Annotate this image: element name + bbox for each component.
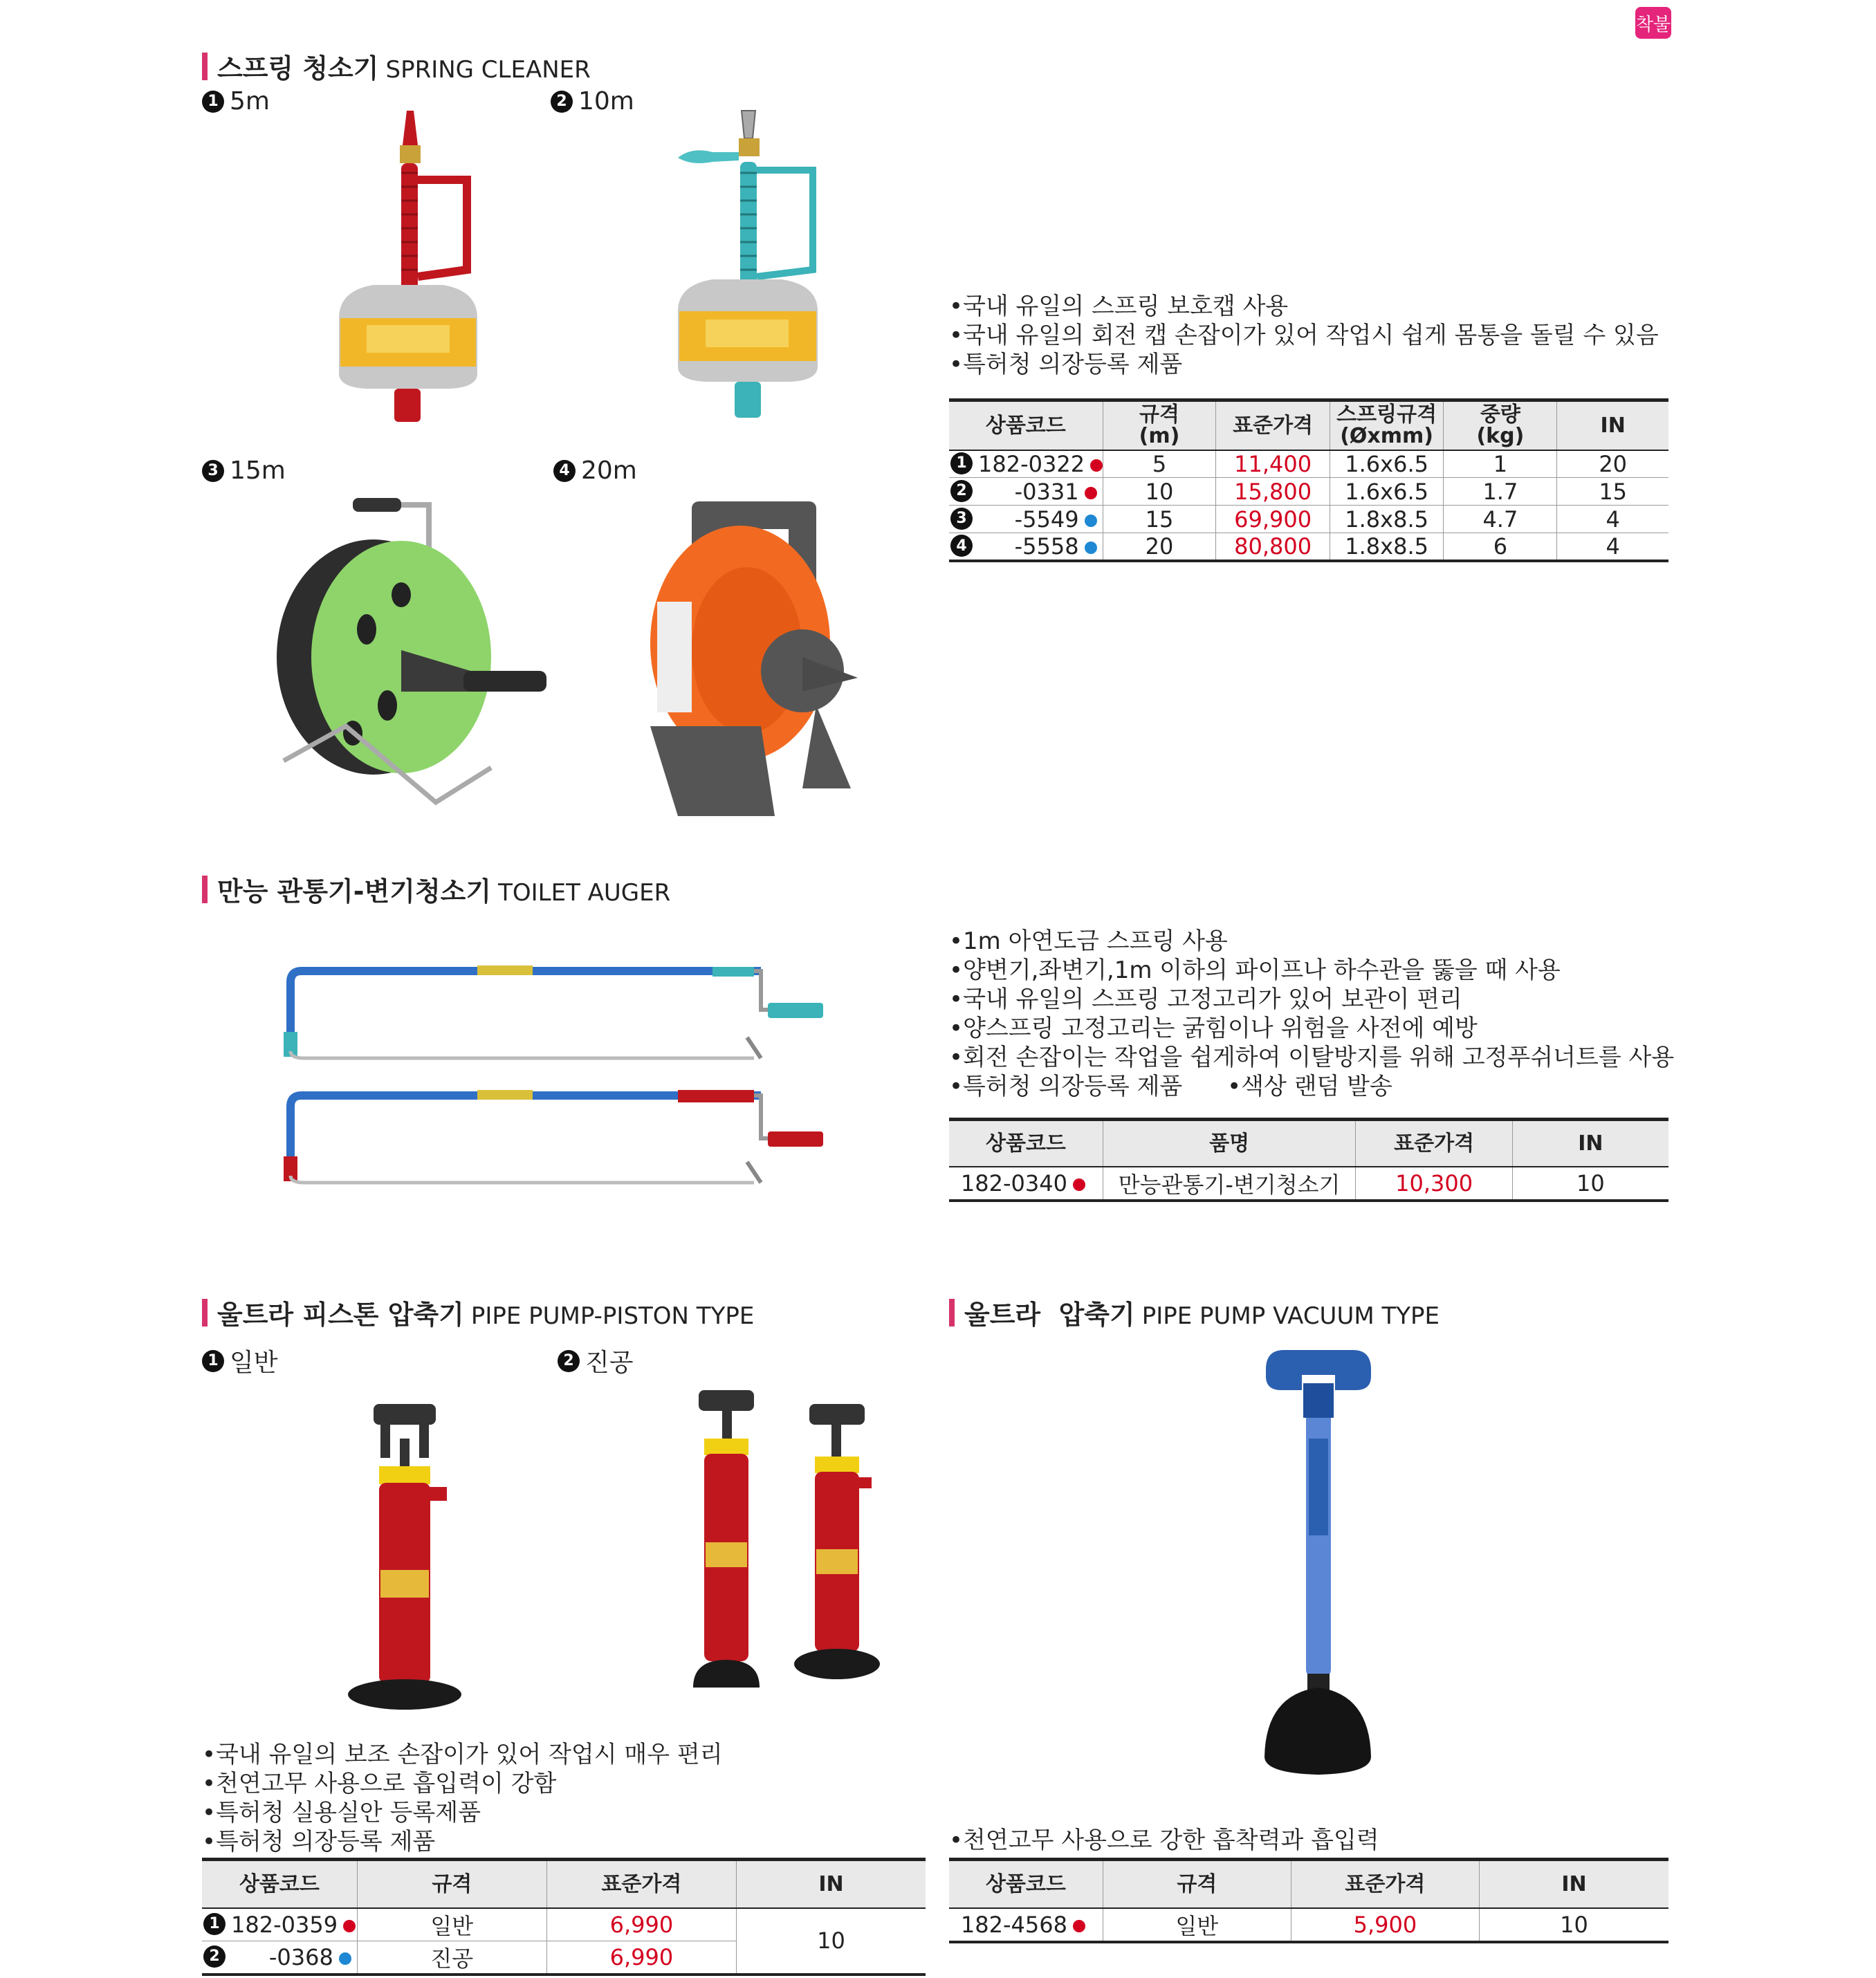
spring-feature-list bbox=[949, 292, 1659, 379]
spring-cleaner-20m-image bbox=[636, 498, 872, 823]
spring-cleaner-15m-image bbox=[263, 491, 553, 816]
table-row: 1 182-0359 일반 6,990 10 bbox=[202, 1908, 926, 1941]
title-accent-bar bbox=[202, 876, 208, 903]
table-row: 4 -5558 20 80,800 1.8x8.5 6 4 bbox=[949, 533, 1668, 562]
table-row: 2 -0368 진공 6,990 bbox=[202, 1941, 926, 1975]
category-badge: 착불 bbox=[1635, 7, 1671, 39]
th-price: 표준가격 bbox=[546, 1860, 736, 1908]
piston-price-table bbox=[202, 1858, 926, 1976]
feature-item: •국내 유일의 회전 캡 손잡이가 있어 작업시 쉽게 몸통을 돌릴 수 있음 bbox=[949, 322, 1659, 349]
red-dot bbox=[1073, 1920, 1085, 1932]
vacuum-section-title: 울트라 압축기 PIPE PUMP VACUUM TYPE bbox=[949, 1293, 1440, 1331]
table-row: 3 -5549 15 69,900 1.8x8.5 4.7 4 bbox=[949, 506, 1668, 533]
feature-item: •특허청 의장등록 제품 bbox=[949, 351, 1183, 378]
spring-section-title: 스프링 청소기 SPRING CLEANER bbox=[202, 47, 591, 85]
red-dot bbox=[1085, 487, 1097, 499]
piston-feature-list bbox=[202, 1740, 723, 1856]
auger-price-table bbox=[949, 1118, 1668, 1202]
red-dot bbox=[343, 1920, 356, 1932]
spring-cleaner-10m-image bbox=[664, 104, 837, 429]
feature-item: •국내 유일의 보조 손잡이가 있어 작업시 매우 편리 bbox=[202, 1741, 723, 1768]
th-spec: 규격 bbox=[1103, 1860, 1291, 1908]
feature-item: •양스프링 고정고리는 굵힘이나 위험을 사전에 예방 bbox=[949, 1015, 1478, 1042]
auger-section-title: 만능 관통기-변기청소기 TOILET AUGER bbox=[202, 870, 670, 908]
product-label-vacuum: 2 진공 bbox=[558, 1343, 634, 1378]
th-code: 상품코드 bbox=[949, 1120, 1103, 1167]
vacuum-plunger-image bbox=[1252, 1342, 1383, 1784]
title-accent-bar bbox=[949, 1299, 955, 1327]
toilet-auger-image bbox=[277, 954, 844, 1203]
table-row: 182-0340 만능관통기-변기청소기 10,300 10 bbox=[949, 1167, 1668, 1201]
th-size: 규격 (m) bbox=[1103, 400, 1216, 450]
th-in: IN bbox=[1512, 1120, 1668, 1167]
feature-item: •1m 아연도금 스프링 사용 bbox=[949, 927, 1228, 955]
vacuum-price-table bbox=[949, 1858, 1668, 1943]
feature-item: •양변기,좌변기,1m 이하의 파이프나 하수관을 뚫을 때 사용 bbox=[949, 956, 1561, 984]
product-label-10m: 2 10m bbox=[551, 87, 634, 115]
th-code: 상품코드 bbox=[949, 400, 1103, 450]
spring-cleaner-5m-image bbox=[325, 104, 491, 429]
table-row: 2 -0331 10 15,800 1.6x6.5 1.7 15 bbox=[949, 478, 1668, 506]
product-label-5m: 1 5m bbox=[202, 87, 270, 115]
vacuum-feature-list bbox=[949, 1826, 1379, 1855]
th-name: 품명 bbox=[1103, 1120, 1356, 1167]
table-row: 182-4568 일반 5,900 10 bbox=[949, 1908, 1668, 1942]
piston-section-title: 울트라 피스톤 압축기 PIPE PUMP-PISTON TYPE bbox=[202, 1293, 754, 1331]
piston-pump-standard-image bbox=[339, 1397, 470, 1722]
blue-dot bbox=[1085, 515, 1097, 527]
title-accent-bar bbox=[202, 1299, 208, 1327]
feature-item: •국내 유일의 스프링 고정고리가 있어 보관이 편리 bbox=[949, 986, 1462, 1013]
feature-item: •특허청 의장등록 제품 •색상 랜덤 발송 bbox=[949, 1073, 1392, 1100]
blue-dot bbox=[339, 1952, 351, 1965]
product-label-15m: 3 15m bbox=[202, 456, 286, 485]
feature-item: •천연고무 사용으로 강한 흡착력과 흡입력 bbox=[949, 1827, 1379, 1854]
red-dot bbox=[1073, 1179, 1085, 1191]
th-weight: 중량 (kg) bbox=[1444, 400, 1557, 450]
table-row: 1 182-0322 5 11,400 1.6x6.5 1 20 bbox=[949, 450, 1668, 478]
feature-item: •회전 손잡이는 작업을 쉽게하여 이탈방지를 위해 고정푸쉬너트를 사용 bbox=[949, 1044, 1675, 1071]
feature-item: •특허청 실용실안 등록제품 bbox=[202, 1799, 481, 1827]
spring-price-table bbox=[949, 398, 1668, 562]
th-in: IN bbox=[1557, 400, 1668, 450]
product-label-20m: 4 20m bbox=[553, 456, 637, 485]
th-code: 상품코드 bbox=[949, 1860, 1103, 1908]
th-in: IN bbox=[736, 1860, 926, 1908]
feature-item: •국내 유일의 스프링 보호캡 사용 bbox=[949, 293, 1289, 320]
title-accent-bar bbox=[202, 53, 208, 80]
th-price: 표준가격 bbox=[1291, 1860, 1479, 1908]
red-dot bbox=[1090, 459, 1103, 472]
feature-item: •특허청 의장등록 제품 bbox=[202, 1828, 436, 1856]
blue-dot bbox=[1085, 542, 1097, 554]
th-spring: 스프링규격 (Øxmm) bbox=[1330, 400, 1444, 450]
th-code: 상품코드 bbox=[202, 1860, 357, 1908]
th-spec: 규격 bbox=[357, 1860, 546, 1908]
product-label-standard: 1 일반 bbox=[202, 1343, 278, 1378]
piston-pump-vacuum-image bbox=[685, 1383, 892, 1715]
feature-item: •천연고무 사용으로 흡입력이 강함 bbox=[202, 1770, 557, 1797]
auger-feature-list bbox=[949, 927, 1674, 1101]
th-price: 표준가격 bbox=[1356, 1120, 1512, 1167]
th-price: 표준가격 bbox=[1216, 400, 1330, 450]
th-in: IN bbox=[1479, 1860, 1668, 1908]
